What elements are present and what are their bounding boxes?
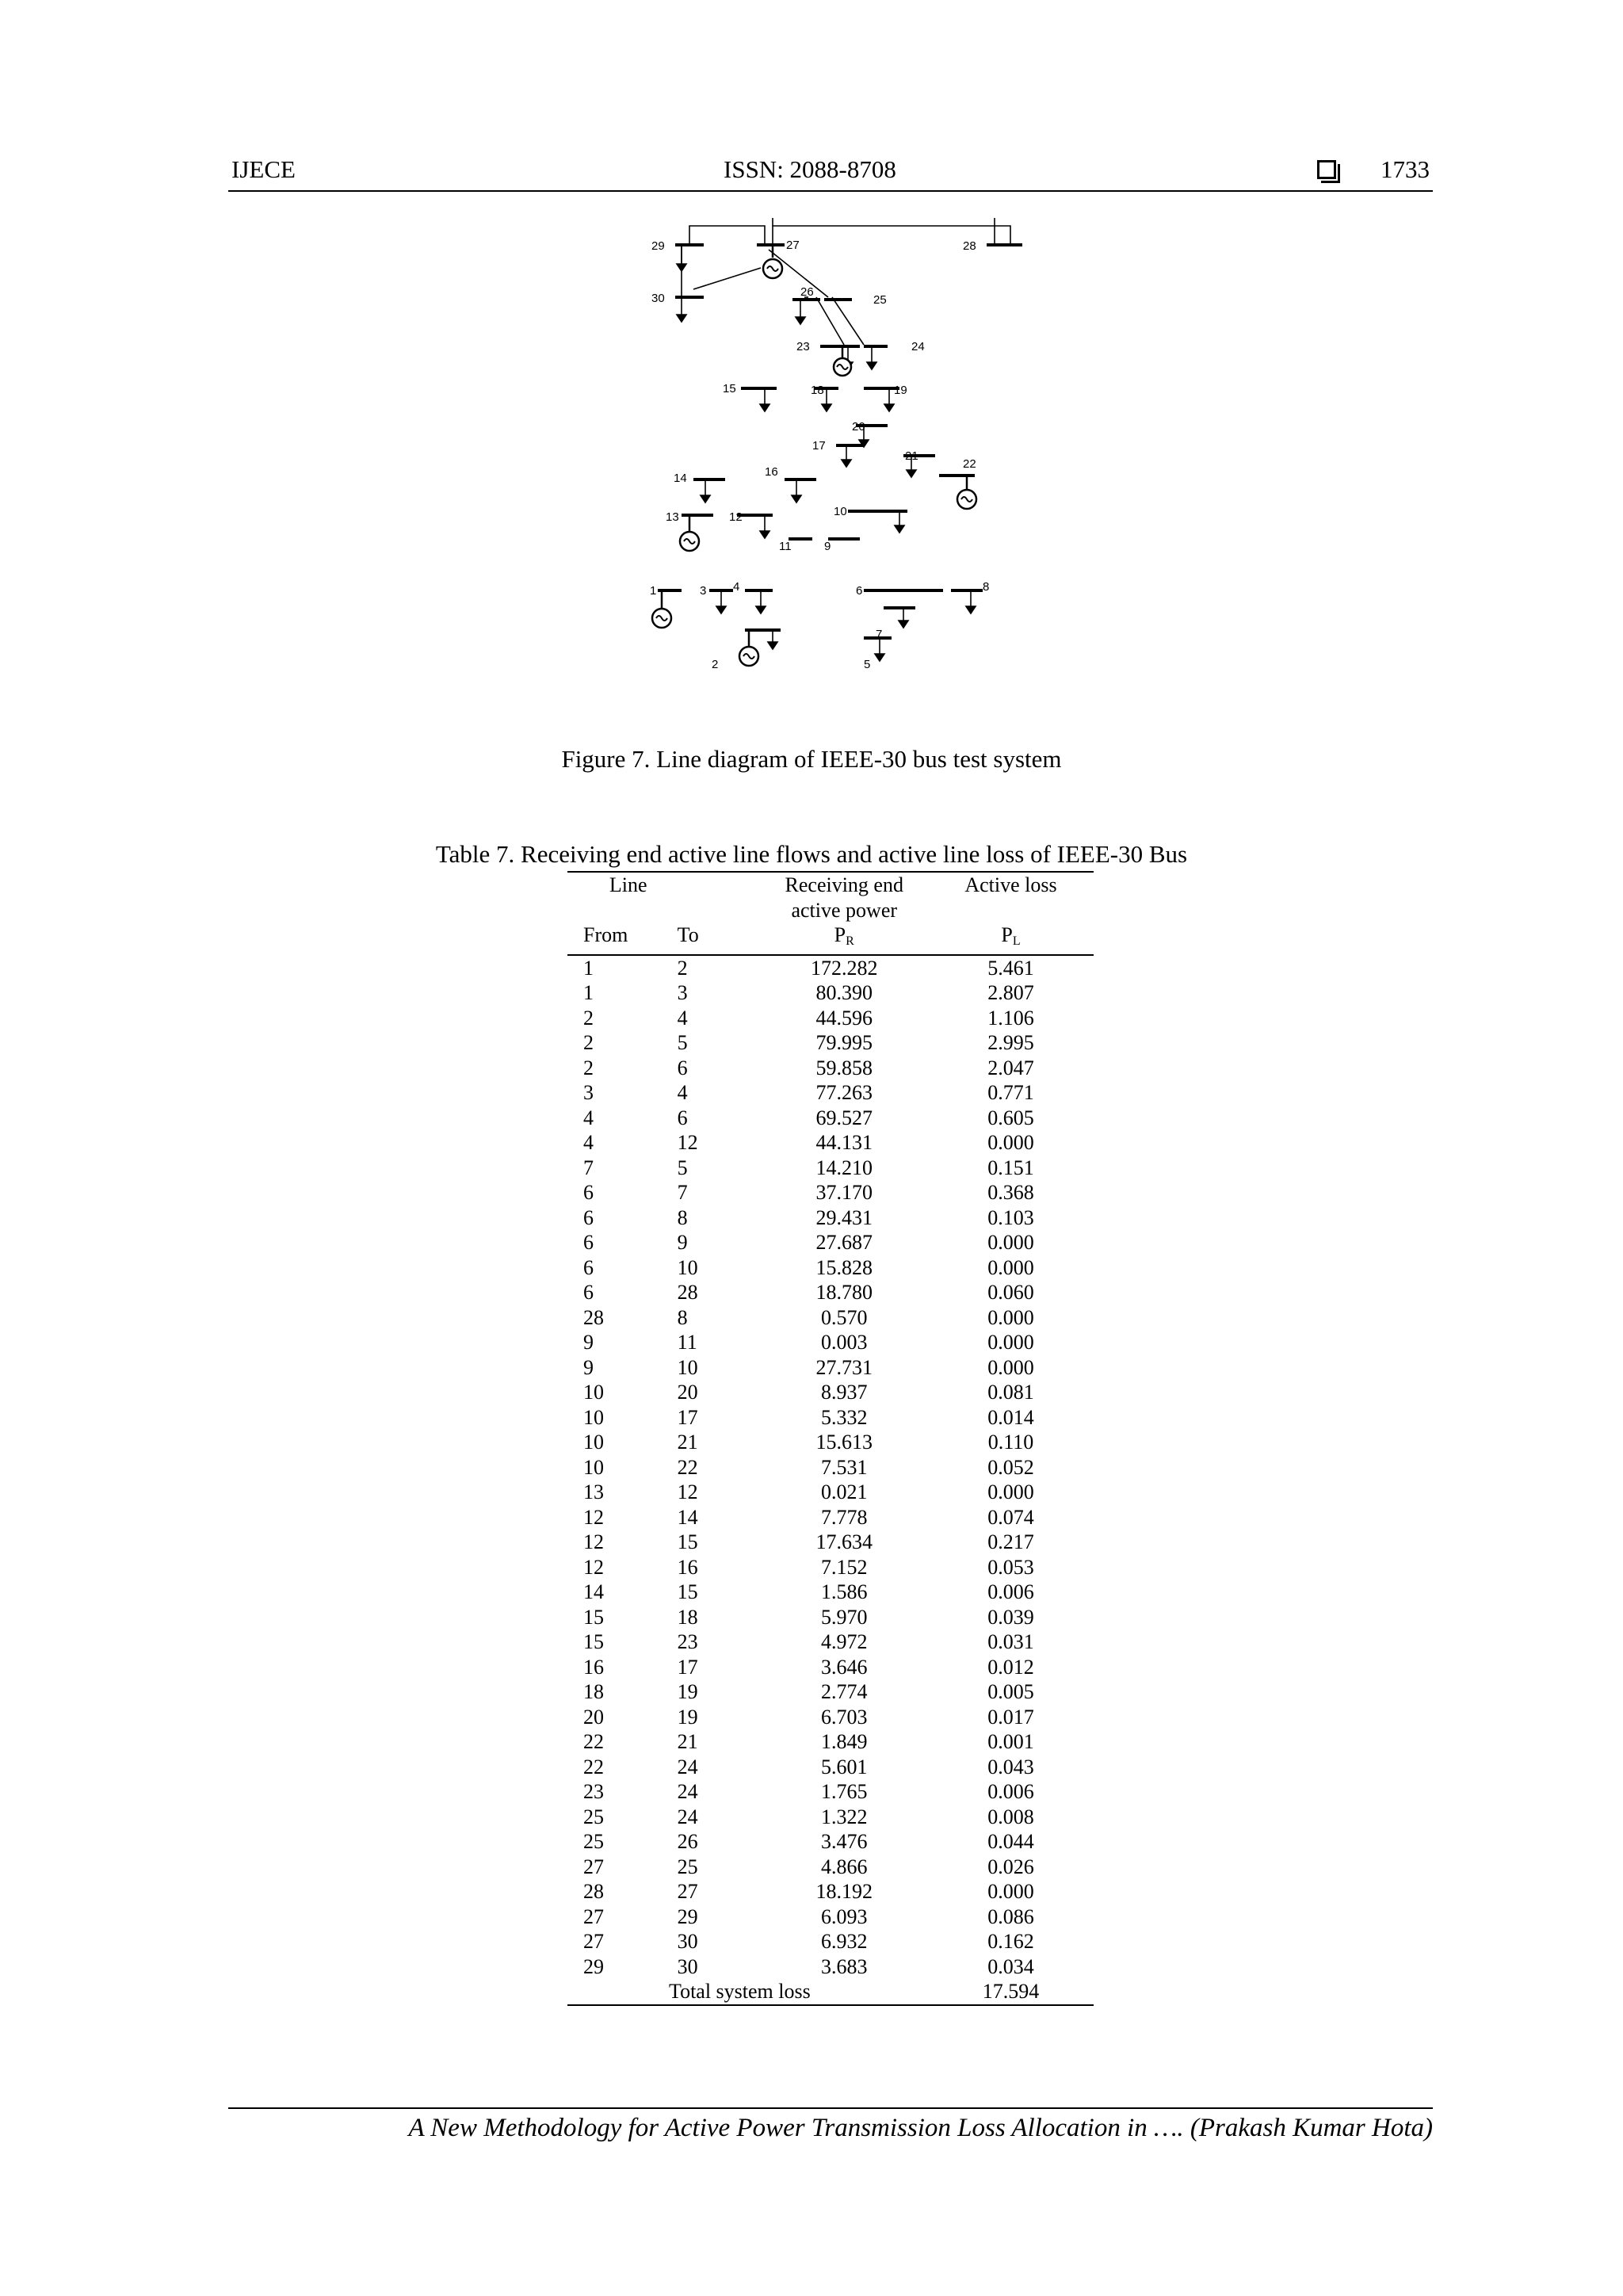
cell-to: 7 bbox=[677, 1181, 688, 1204]
bus-label: 27 bbox=[786, 239, 800, 252]
cell-pr: 6.932 bbox=[820, 1930, 868, 1953]
cell-from: 10 bbox=[583, 1455, 604, 1479]
cell-pl: 0.026 bbox=[987, 1855, 1034, 1878]
cell-from: 15 bbox=[583, 1605, 604, 1629]
table-row bbox=[567, 1255, 1094, 1281]
cell-from: 27 bbox=[583, 1855, 604, 1878]
table-row bbox=[567, 1580, 1094, 1605]
cell-from: 4 bbox=[583, 1106, 594, 1129]
cell-to: 21 bbox=[677, 1431, 698, 1454]
cell-from: 7 bbox=[583, 1156, 594, 1179]
bus-label: 15 bbox=[723, 382, 736, 395]
cell-from: 29 bbox=[583, 1954, 604, 1978]
header-pr-subscript: R bbox=[846, 934, 854, 948]
cell-to: 21 bbox=[677, 1730, 698, 1753]
cell-pr: 4.972 bbox=[820, 1630, 868, 1653]
cell-to: 24 bbox=[677, 1780, 698, 1803]
cell-from: 2 bbox=[583, 1006, 594, 1030]
cell-pr: 6.703 bbox=[820, 1705, 868, 1729]
cell-from: 6 bbox=[583, 1181, 594, 1204]
cell-pl: 0.000 bbox=[987, 1305, 1034, 1329]
table-row bbox=[567, 1106, 1094, 1131]
cell-from: 25 bbox=[583, 1805, 604, 1828]
table-row bbox=[567, 1430, 1094, 1455]
cell-from: 12 bbox=[583, 1505, 604, 1529]
cell-from: 12 bbox=[583, 1530, 604, 1553]
cell-pl: 2.995 bbox=[987, 1031, 1034, 1054]
cell-to: 11 bbox=[677, 1331, 697, 1354]
cell-pr: 1.765 bbox=[820, 1780, 868, 1803]
bus-label: 30 bbox=[651, 292, 665, 305]
cell-from: 2 bbox=[583, 1031, 594, 1054]
cell-to: 18 bbox=[677, 1605, 698, 1629]
load-arrows bbox=[677, 245, 976, 661]
cell-from: 9 bbox=[583, 1355, 594, 1379]
cell-to: 30 bbox=[677, 1954, 698, 1978]
table-row bbox=[567, 1555, 1094, 1580]
table-row bbox=[567, 1755, 1094, 1780]
cell-to: 12 bbox=[677, 1480, 698, 1503]
cell-from: 1 bbox=[583, 981, 594, 1004]
cell-pr: 4.866 bbox=[820, 1855, 868, 1878]
cell-from: 14 bbox=[583, 1580, 604, 1603]
cell-to: 25 bbox=[677, 1855, 698, 1878]
cell-pr: 6.093 bbox=[820, 1904, 868, 1928]
cell-to: 27 bbox=[677, 1880, 698, 1903]
cell-to: 4 bbox=[677, 1006, 688, 1030]
diagram-svg bbox=[634, 218, 1030, 717]
table-row bbox=[567, 1006, 1094, 1031]
cell-to: 15 bbox=[677, 1580, 698, 1603]
cell-pl: 0.103 bbox=[987, 1205, 1034, 1229]
cell-pr: 0.003 bbox=[820, 1331, 868, 1354]
cell-pr: 2.774 bbox=[820, 1680, 868, 1703]
cell-to: 15 bbox=[677, 1530, 698, 1553]
ieee30-line-diagram bbox=[634, 218, 1030, 717]
cell-pl: 0.368 bbox=[987, 1181, 1034, 1204]
table-row bbox=[567, 1455, 1094, 1480]
journal-name: IJECE bbox=[231, 155, 296, 183]
cell-pl: 0.162 bbox=[987, 1930, 1034, 1953]
cell-pl: 0.031 bbox=[987, 1630, 1034, 1653]
cell-from: 15 bbox=[583, 1630, 604, 1653]
cell-pl: 0.000 bbox=[987, 1255, 1034, 1279]
bus-label: 9 bbox=[824, 540, 831, 553]
cell-pr: 15.613 bbox=[815, 1431, 873, 1454]
cell-from: 6 bbox=[583, 1231, 594, 1254]
cell-to: 2 bbox=[677, 956, 688, 980]
cell-pr: 44.131 bbox=[815, 1131, 873, 1154]
cell-pl: 0.039 bbox=[987, 1605, 1034, 1629]
cell-to: 26 bbox=[677, 1830, 698, 1853]
cell-to: 9 bbox=[677, 1231, 688, 1254]
cell-from: 2 bbox=[583, 1056, 594, 1079]
bus-label: 18 bbox=[811, 384, 824, 397]
cell-from: 4 bbox=[583, 1131, 594, 1154]
cell-from: 25 bbox=[583, 1830, 604, 1853]
cell-pr: 7.152 bbox=[820, 1555, 868, 1579]
cell-to: 10 bbox=[677, 1255, 698, 1279]
bus-label: 28 bbox=[963, 239, 976, 253]
table-row bbox=[567, 1230, 1094, 1255]
cell-from: 27 bbox=[583, 1904, 604, 1928]
cell-pl: 0.008 bbox=[987, 1805, 1034, 1828]
table-row bbox=[567, 1729, 1094, 1755]
cell-to: 19 bbox=[677, 1705, 698, 1729]
table-row bbox=[567, 1879, 1094, 1904]
cell-pl: 0.086 bbox=[987, 1904, 1034, 1928]
cell-pr: 0.021 bbox=[820, 1480, 868, 1503]
bus-label: 20 bbox=[852, 420, 865, 434]
figure-caption: Figure 7. Line diagram of IEEE-30 bus test system bbox=[561, 745, 1062, 773]
bus-label: 6 bbox=[856, 584, 863, 598]
bus-label: 8 bbox=[983, 580, 990, 594]
total-value: 17.594 bbox=[928, 1979, 1094, 2005]
cell-pl: 0.034 bbox=[987, 1954, 1034, 1978]
bus-label: 13 bbox=[666, 510, 679, 524]
cell-from: 27 bbox=[583, 1930, 604, 1953]
cell-pr: 1.586 bbox=[820, 1580, 868, 1603]
bus-label: 2 bbox=[712, 658, 719, 671]
cell-pr: 14.210 bbox=[815, 1156, 873, 1179]
cell-from: 22 bbox=[583, 1755, 604, 1778]
cell-pr: 27.687 bbox=[815, 1231, 873, 1254]
cell-pl: 5.461 bbox=[987, 956, 1034, 980]
table-row bbox=[567, 1605, 1094, 1630]
cell-pl: 0.060 bbox=[987, 1281, 1034, 1304]
bus-label: 29 bbox=[651, 239, 665, 253]
table-row bbox=[567, 1779, 1094, 1805]
cell-from: 1 bbox=[583, 956, 594, 980]
bus-label: 10 bbox=[834, 505, 847, 518]
cell-pr: 77.263 bbox=[815, 1081, 873, 1104]
cell-from: 13 bbox=[583, 1480, 604, 1503]
cell-pr: 5.970 bbox=[820, 1605, 868, 1629]
bus-label: 4 bbox=[733, 580, 740, 594]
cell-to: 17 bbox=[677, 1405, 698, 1429]
bus-label: 12 bbox=[729, 510, 743, 524]
bus-label: 17 bbox=[812, 439, 826, 453]
cell-pl: 0.017 bbox=[987, 1705, 1034, 1729]
header-active-loss: Active loss bbox=[928, 872, 1094, 923]
table-row bbox=[567, 1480, 1094, 1505]
cell-pr: 5.332 bbox=[820, 1405, 868, 1429]
bus-label: 21 bbox=[905, 449, 918, 463]
cell-to: 6 bbox=[677, 1106, 688, 1129]
cell-to: 30 bbox=[677, 1930, 698, 1953]
table-row bbox=[567, 1679, 1094, 1705]
cell-to: 12 bbox=[677, 1131, 698, 1154]
bus-label: 16 bbox=[765, 465, 778, 479]
cell-pr: 80.390 bbox=[815, 981, 873, 1004]
bus-label: 24 bbox=[911, 340, 925, 353]
table-total-row bbox=[567, 1979, 1094, 2005]
cell-to: 24 bbox=[677, 1805, 698, 1828]
table-row bbox=[567, 980, 1094, 1006]
table-row bbox=[567, 1156, 1094, 1181]
header-receiving-power: Receiving end active power bbox=[761, 872, 928, 923]
generator-sine-glyphs bbox=[656, 266, 972, 659]
cell-to: 6 bbox=[677, 1056, 688, 1079]
cell-from: 10 bbox=[583, 1405, 604, 1429]
page-number: 1733 bbox=[1381, 155, 1430, 183]
table-row bbox=[567, 1280, 1094, 1305]
cell-pl: 2.047 bbox=[987, 1056, 1034, 1079]
cell-pl: 0.000 bbox=[987, 1355, 1034, 1379]
cell-to: 22 bbox=[677, 1455, 698, 1479]
cell-to: 17 bbox=[677, 1655, 698, 1679]
total-label: Total system loss bbox=[567, 1979, 928, 2005]
cell-pr: 27.731 bbox=[815, 1355, 873, 1379]
table-row bbox=[567, 1904, 1094, 1930]
table-row bbox=[567, 1629, 1094, 1655]
bus-label: 11 bbox=[779, 540, 792, 553]
table-row bbox=[567, 1405, 1094, 1431]
table-row bbox=[567, 955, 1094, 981]
cell-from: 10 bbox=[583, 1381, 604, 1404]
cell-pr: 37.170 bbox=[815, 1181, 873, 1204]
header-pl bbox=[928, 923, 1094, 955]
cell-from: 28 bbox=[583, 1305, 604, 1329]
table-row bbox=[567, 1355, 1094, 1381]
table-row bbox=[567, 1655, 1094, 1680]
cell-pl: 0.000 bbox=[987, 1331, 1034, 1354]
cell-pl: 0.005 bbox=[987, 1680, 1034, 1703]
header-pr bbox=[761, 923, 928, 955]
cell-pl: 0.006 bbox=[987, 1780, 1034, 1803]
cell-to: 20 bbox=[677, 1381, 698, 1404]
cell-pr: 18.780 bbox=[815, 1281, 873, 1304]
table-row bbox=[567, 1855, 1094, 1880]
cell-pl: 0.110 bbox=[987, 1431, 1034, 1454]
cell-pl: 0.000 bbox=[987, 1480, 1034, 1503]
bus-label: 19 bbox=[894, 384, 907, 397]
table-row bbox=[567, 1829, 1094, 1855]
cell-from: 6 bbox=[583, 1281, 594, 1304]
cell-from: 16 bbox=[583, 1655, 604, 1679]
table-body bbox=[567, 955, 1094, 1980]
table-row bbox=[567, 1080, 1094, 1106]
cell-pr: 69.527 bbox=[815, 1106, 873, 1129]
cell-pr: 44.596 bbox=[815, 1006, 873, 1030]
bus-label: 5 bbox=[864, 658, 871, 671]
table-row bbox=[567, 1030, 1094, 1056]
cell-from: 20 bbox=[583, 1705, 604, 1729]
cell-from: 12 bbox=[583, 1555, 604, 1579]
cell-pr: 3.476 bbox=[820, 1830, 868, 1853]
header-from: From bbox=[567, 923, 668, 955]
bus-label: 3 bbox=[700, 584, 707, 598]
cell-pl: 0.074 bbox=[987, 1505, 1034, 1529]
bus-label: 25 bbox=[873, 293, 887, 307]
cell-to: 10 bbox=[677, 1355, 698, 1379]
cell-to: 14 bbox=[677, 1505, 698, 1529]
header-pl-subscript: L bbox=[1012, 934, 1021, 948]
cell-pl: 0.081 bbox=[987, 1381, 1034, 1404]
cell-to: 28 bbox=[677, 1281, 698, 1304]
page-header bbox=[228, 155, 1433, 192]
cell-from: 6 bbox=[583, 1255, 594, 1279]
cell-pl: 0.771 bbox=[987, 1081, 1034, 1104]
table-row bbox=[567, 1805, 1094, 1830]
cell-from: 23 bbox=[583, 1780, 604, 1803]
bus-label: 26 bbox=[800, 285, 814, 299]
cell-pl: 0.151 bbox=[987, 1156, 1034, 1179]
table-row bbox=[567, 1929, 1094, 1954]
cell-to: 16 bbox=[677, 1555, 698, 1579]
table-row bbox=[567, 1180, 1094, 1205]
cell-to: 19 bbox=[677, 1680, 698, 1703]
cell-pl: 0.053 bbox=[987, 1555, 1034, 1579]
table-row bbox=[567, 1380, 1094, 1405]
cell-pl: 0.006 bbox=[987, 1580, 1034, 1603]
cell-from: 9 bbox=[583, 1331, 594, 1354]
cell-to: 5 bbox=[677, 1031, 688, 1054]
table-row bbox=[567, 1330, 1094, 1355]
bus-label: 1 bbox=[650, 584, 657, 598]
cell-pr: 18.192 bbox=[815, 1880, 873, 1903]
cell-pl: 2.807 bbox=[987, 981, 1034, 1004]
bus-label: 7 bbox=[876, 628, 883, 641]
bus-label: 23 bbox=[796, 340, 810, 353]
cell-pr: 3.683 bbox=[820, 1954, 868, 1978]
cell-to: 24 bbox=[677, 1755, 698, 1778]
cell-pl: 0.014 bbox=[987, 1405, 1034, 1429]
cell-pl: 0.052 bbox=[987, 1455, 1034, 1479]
cell-pl: 0.001 bbox=[987, 1730, 1034, 1753]
cell-pr: 5.601 bbox=[820, 1755, 868, 1778]
cell-pr: 79.995 bbox=[815, 1031, 873, 1054]
header-to: To bbox=[668, 923, 761, 955]
cell-pl: 0.043 bbox=[987, 1755, 1034, 1778]
cell-pl: 0.000 bbox=[987, 1880, 1034, 1903]
table-row bbox=[567, 1056, 1094, 1081]
cell-from: 3 bbox=[583, 1081, 594, 1104]
table-row bbox=[567, 1130, 1094, 1156]
cell-pl: 1.106 bbox=[987, 1006, 1034, 1030]
bus-bars bbox=[658, 245, 1022, 638]
cell-pl: 0.012 bbox=[987, 1655, 1034, 1679]
cell-to: 29 bbox=[677, 1904, 698, 1928]
cell-from: 18 bbox=[583, 1680, 604, 1703]
cell-from: 10 bbox=[583, 1431, 604, 1454]
connection-lines bbox=[682, 218, 1010, 345]
table-row bbox=[567, 1505, 1094, 1530]
cell-pr: 17.634 bbox=[815, 1530, 873, 1553]
cell-pr: 1.849 bbox=[820, 1730, 868, 1753]
cell-from: 22 bbox=[583, 1730, 604, 1753]
table-row bbox=[567, 1954, 1094, 1980]
table-caption: Table 7. Receiving end active line flows and active line loss of IEEE-30 Bus bbox=[435, 840, 1188, 868]
cell-pl: 0.000 bbox=[987, 1231, 1034, 1254]
cell-pr: 59.858 bbox=[815, 1056, 873, 1079]
cell-to: 8 bbox=[677, 1305, 688, 1329]
table-row bbox=[567, 1305, 1094, 1331]
cell-to: 23 bbox=[677, 1630, 698, 1653]
cell-pr: 7.531 bbox=[820, 1455, 868, 1479]
cell-pr: 8.937 bbox=[820, 1381, 868, 1404]
cell-to: 5 bbox=[677, 1156, 688, 1179]
cell-pl: 0.044 bbox=[987, 1830, 1034, 1853]
running-footer: A New Methodology for Active Power Transmission Loss Allocation in …. (Prakash Kumar Hota) bbox=[228, 2107, 1433, 2143]
cell-to: 4 bbox=[677, 1081, 688, 1104]
line-flow-table bbox=[567, 871, 1094, 2006]
cell-pr: 3.646 bbox=[820, 1655, 868, 1679]
table-row bbox=[567, 1705, 1094, 1730]
table-header-row-1 bbox=[567, 872, 1094, 923]
cell-pl: 0.605 bbox=[987, 1106, 1034, 1129]
cell-to: 3 bbox=[677, 981, 688, 1004]
cell-pl: 0.217 bbox=[987, 1530, 1034, 1553]
table-header-row-2 bbox=[567, 923, 1094, 955]
cell-pr: 15.828 bbox=[815, 1255, 873, 1279]
header-pr-symbol: P bbox=[834, 923, 846, 946]
cell-pr: 7.778 bbox=[820, 1505, 868, 1529]
cell-to: 8 bbox=[677, 1205, 688, 1229]
cell-from: 28 bbox=[583, 1880, 604, 1903]
cell-pr: 0.570 bbox=[820, 1305, 868, 1329]
cell-pl: 0.000 bbox=[987, 1131, 1034, 1154]
bus-label: 14 bbox=[674, 472, 687, 485]
cell-pr: 29.431 bbox=[815, 1205, 873, 1229]
cell-from: 6 bbox=[583, 1205, 594, 1229]
cell-pr: 172.282 bbox=[810, 956, 878, 980]
header-pl-symbol: P bbox=[1001, 923, 1013, 946]
bus-label: 22 bbox=[963, 457, 976, 471]
issn: ISSN: 2088-8708 bbox=[724, 155, 896, 183]
header-line: Line bbox=[567, 872, 761, 923]
table-row bbox=[567, 1205, 1094, 1231]
table-row bbox=[567, 1530, 1094, 1555]
square-bullet-icon bbox=[1317, 160, 1336, 179]
cell-pr: 1.322 bbox=[820, 1805, 868, 1828]
